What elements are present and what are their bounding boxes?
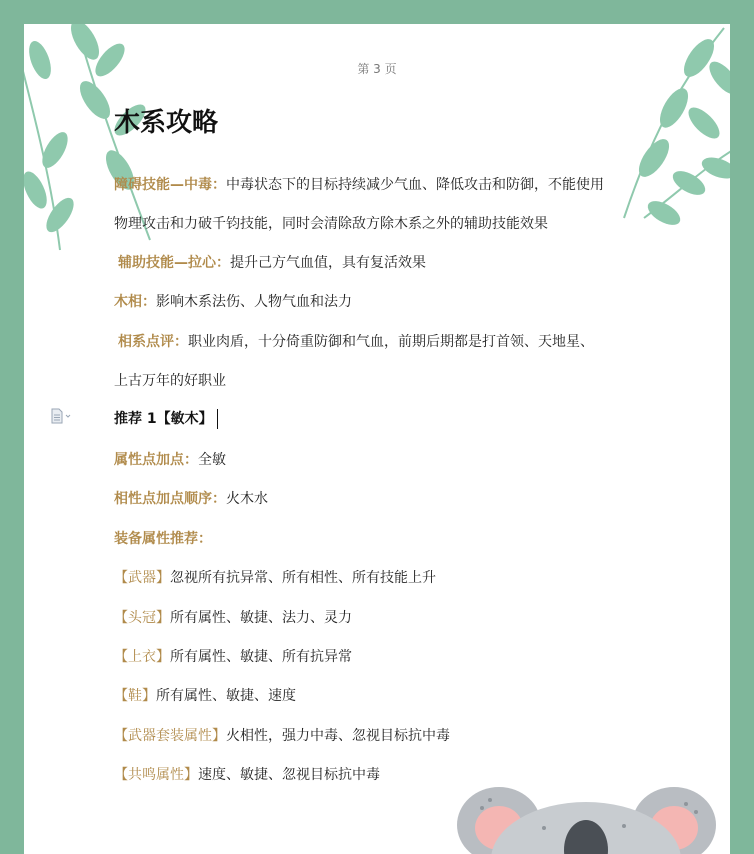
recommend-heading-text: 推荐 1【敏木】 [114,411,213,427]
equip-item [114,725,450,745]
document-icon[interactable] [50,408,72,424]
skill-text: 影响木系法伤、人物气血和法力 [156,294,352,310]
skill-line-1-cont: 物理攻击和力破千钧技能，同时会清除敌方除木系之外的辅助技能效果 [114,216,548,232]
skill-line-2 [118,252,426,272]
attr-line [114,449,226,469]
attr-value: 全敏 [198,452,226,468]
skill-text: 职业肉盾，十分倚重防御和气血，前期后期都是打首领、天地星、 [188,334,594,350]
equip-tag: 【武器套装属性】 [114,728,226,744]
attr-label: 属性点加点： [114,452,198,468]
equip-tag: 【上衣】 [114,649,170,665]
phase-value: 火木水 [226,491,268,507]
equip-item [114,607,352,627]
equip-item [114,685,296,705]
skill-text: 提升己方气血值，具有复活效果 [230,255,426,271]
skill-label: 木相： [114,294,156,310]
equip-item [114,646,352,666]
koala-illustration [434,780,730,854]
equip-tag: 【武器】 [114,570,170,586]
skill-line-1 [114,174,604,194]
skill-label: 障碍技能—中毒： [114,177,226,193]
skill-line-4-cont: 上古万年的好职业 [114,373,226,389]
skill-line-4 [118,331,594,351]
skill-text: 中毒状态下的目标持续减少气血、降低攻击和防御，不能使用 [226,177,604,193]
document-page [24,24,730,854]
equip-text: 速度、敏捷、忽视目标抗中毒 [198,767,380,783]
equip-text: 所有属性、敏捷、法力、灵力 [170,610,352,626]
equip-tag: 【鞋】 [114,688,156,704]
equip-item [114,567,436,587]
skill-line-3 [114,291,352,311]
equip-text: 忽视所有抗异常、所有相性、所有技能上升 [170,570,436,586]
skill-label: 辅助技能—拉心： [118,255,230,271]
page-title: 木系攻略 [114,108,219,138]
equip-tag: 【共鸣属性】 [114,767,198,783]
equip-text: 火相性，强力中毒、忽视目标抗中毒 [226,728,450,744]
equip-tag: 【头冠】 [114,610,170,626]
leaf-decoration-right [604,24,730,238]
equip-label: 装备属性推荐： [114,531,212,547]
phase-label: 相性点加点顺序： [114,491,226,507]
equip-text: 所有属性、敏捷、速度 [156,688,296,704]
recommend-heading[interactable] [114,408,218,429]
page-number: 第 3 页 [357,62,397,76]
skill-label: 相系点评： [118,334,188,350]
equip-heading [114,528,212,548]
equip-text: 所有属性、敏捷、所有抗异常 [170,649,352,665]
phase-line [114,488,268,508]
equip-item [114,764,380,784]
text-cursor [217,409,219,429]
